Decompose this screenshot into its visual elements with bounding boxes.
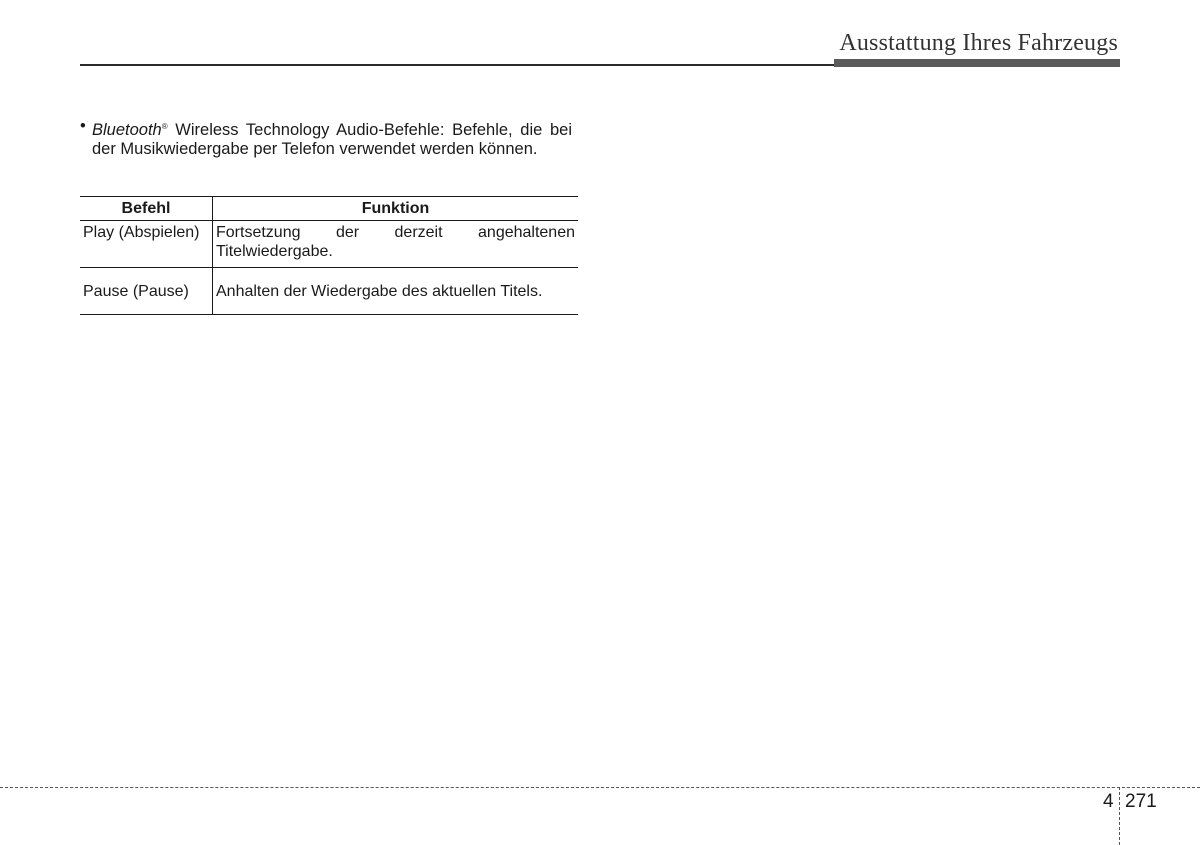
footer-dashed-rule: [0, 787, 1200, 788]
running-header-title: Ausstattung Ihres Fahrzeugs: [839, 30, 1118, 56]
command-cell: Play (Abspielen): [80, 221, 213, 268]
function-cell: Anhalten der Wiedergabe des aktuellen Titels.: [213, 268, 579, 315]
intro-body: Wireless Technology Audio-Befehle: Befehle, die bei der Musikwiedergabe per Telefon verwendet werden können.: [92, 121, 572, 158]
function-cell: Fortsetzung der derzeit angehaltenen Titelwiedergabe.: [213, 221, 579, 268]
bluetooth-intro-paragraph: [80, 117, 572, 159]
registered-mark: ®: [161, 122, 168, 131]
command-cell: Pause (Pause): [80, 268, 213, 315]
header-rule: [80, 64, 835, 66]
bullet-icon: •: [80, 117, 86, 135]
bluetooth-brand: Bluetooth: [92, 121, 162, 139]
column-header-function: Funktion: [213, 197, 579, 221]
chapter-number: 4: [1103, 791, 1114, 812]
column-header-command: Befehl: [80, 197, 213, 221]
header-accent-bar: [834, 59, 1120, 67]
page-number: 271: [1125, 791, 1157, 812]
table-row: [80, 268, 578, 315]
footer-dashed-divider: [1119, 787, 1120, 845]
intro-text: [92, 117, 572, 159]
table-row: [80, 221, 578, 268]
audio-command-table: [80, 196, 578, 315]
table-header-row: [80, 197, 578, 221]
